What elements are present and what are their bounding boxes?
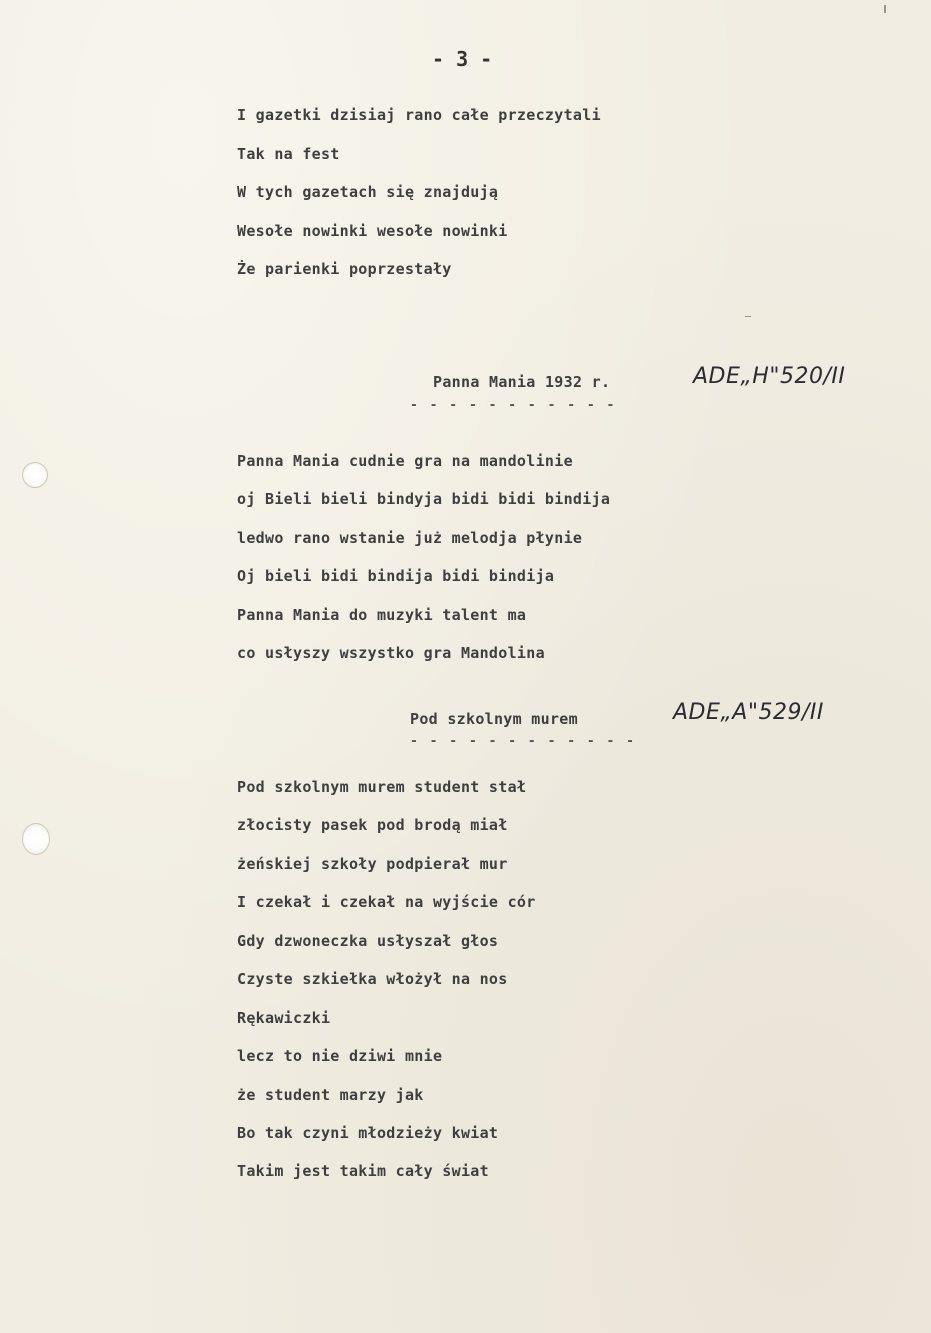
song-title: Pod szkolnym murem (410, 710, 578, 728)
paper-mark (884, 5, 886, 13)
song-line: Oj bieli bidi bindija bidi bindija (237, 567, 555, 585)
paper-mark (745, 316, 751, 317)
punch-hole-bottom (22, 823, 50, 855)
song-line: Panna Mania cudnie gra na mandolinie (237, 452, 573, 470)
song-line: Pod szkolnym murem student stał (237, 778, 527, 796)
verse-line: W tych gazetach się znajdują (237, 183, 499, 201)
song-line: Bo tak czyni młodzieży kwiat (237, 1124, 499, 1142)
verse-line: Wesołe nowinki wesołe nowinki (237, 222, 508, 240)
song-line: co usłyszy wszystko gra Mandolina (237, 644, 545, 662)
verse-line: I gazetki dzisiaj rano całe przeczytali (237, 106, 601, 124)
song-line: Takim jest takim cały świat (237, 1162, 489, 1180)
song-title: Panna Mania 1932 r. (433, 373, 611, 391)
punch-hole-top (22, 462, 48, 488)
song-line: że student marzy jak (237, 1086, 424, 1104)
page-number: - 3 - (432, 47, 493, 71)
song-line: Rękawiczki (237, 1009, 331, 1027)
song-line: lecz to nie dziwi mnie (237, 1047, 443, 1065)
song-line: ledwo rano wstanie już melodja płynie (237, 529, 583, 547)
song-line: Panna Mania do muzyki talent ma (237, 606, 527, 624)
title-underline: - - - - - - - - - - - - (410, 734, 637, 749)
title-underline: - - - - - - - - - - - (410, 398, 617, 413)
song-line: oj Bieli bieli bindyja bidi bidi bindija (237, 490, 611, 508)
verse-line: Że parienki poprzestały (237, 260, 452, 278)
song-line: I czekał i czekał na wyjście cór (237, 893, 536, 911)
song-line: złocisty pasek pod brodą miał (237, 816, 508, 834)
song-line: żeńskiej szkoły podpierał mur (237, 855, 508, 873)
verse-line: Tak na fest (237, 145, 340, 163)
archive-signature-note: ADE„H"520/II (693, 364, 846, 389)
archive-signature-note: ADE„A"529/II (673, 700, 824, 725)
song-line: Gdy dzwoneczka usłyszał głos (237, 932, 499, 950)
song-line: Czyste szkiełka włożył na nos (237, 970, 508, 988)
